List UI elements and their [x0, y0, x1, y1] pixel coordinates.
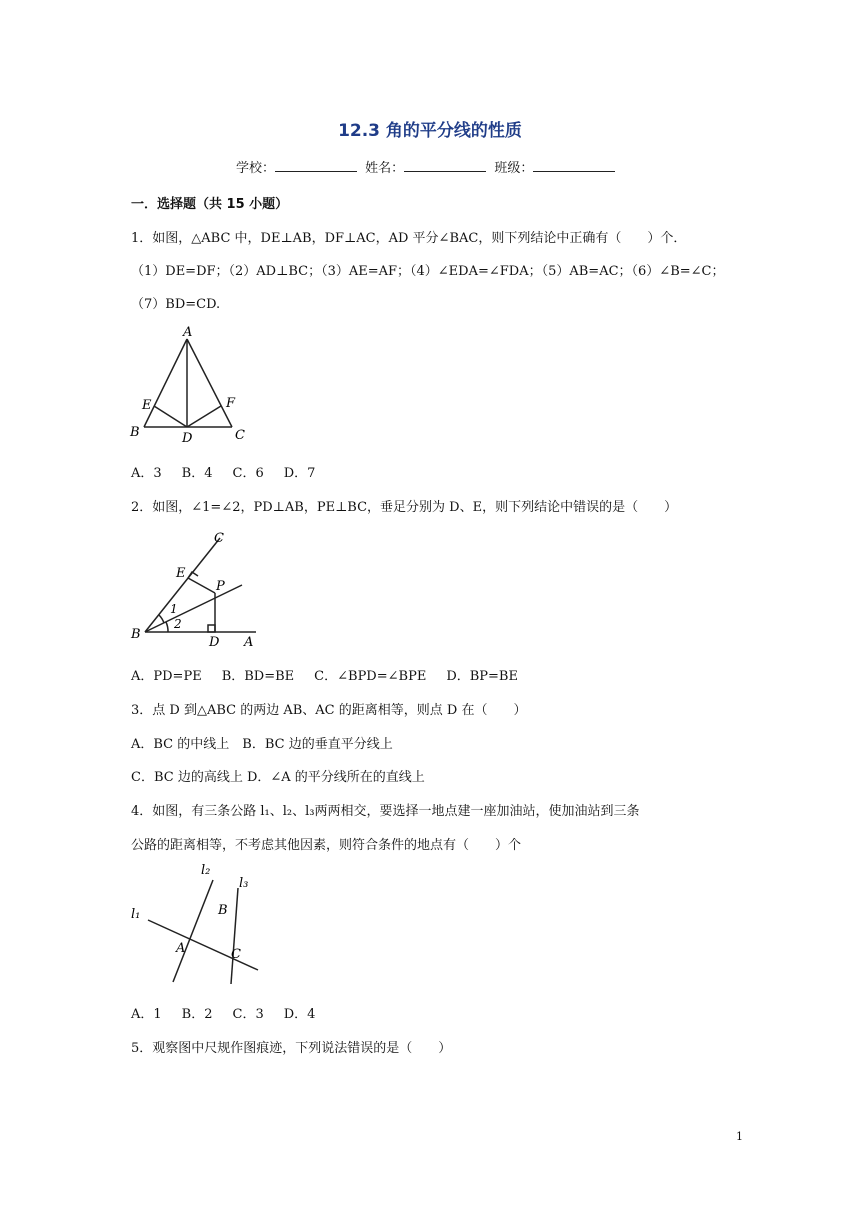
q1-option-b[interactable]: B．4	[181, 466, 213, 481]
q5-stem: 5．观察图中尺规作图痕迹，下列说法错误的是（ ）	[131, 1041, 452, 1056]
q1-label-D: D	[182, 431, 193, 444]
q2-label-D: D	[209, 635, 220, 650]
q2-options	[131, 665, 538, 684]
section-heading: 一．选择题（共 15 小题）	[131, 197, 289, 212]
q2-label-E: E	[176, 566, 186, 581]
q4-option-c[interactable]: C．3	[232, 1007, 264, 1022]
q4-stem-line2: 公路的距离相等，不考虑其他因素，则符合条件的地点有（ ）个	[131, 838, 522, 853]
q1-label-E: E	[142, 398, 152, 413]
q2-option-a[interactable]: A．PD=PE	[131, 669, 202, 684]
q2-stem: 2．如图，∠1=∠2，PD⊥AB，PE⊥BC，垂足分别为 D、E，则下列结论中错误的是（ ）	[131, 500, 678, 515]
q2-option-c[interactable]: C．∠BPD=∠BPE	[314, 669, 427, 684]
q2-label-P: P	[216, 579, 225, 594]
q4-options	[131, 1003, 335, 1022]
q1-stem: 1．如图，△ABC 中，DE⊥AB，DF⊥AC，AD 平分∠BAC，则下列结论中正确有（ ）个．	[131, 231, 687, 246]
q2-label-1: 1	[170, 602, 178, 616]
q4-label-l3: l₃	[239, 876, 249, 891]
q2-angle-figure	[128, 526, 263, 652]
q3-options-line2[interactable]: C．BC 边的高线上 D．∠A 的平分线所在的直线上	[131, 770, 425, 785]
name-label: 姓名：	[365, 161, 405, 176]
page-title: 12.3 角的平分线的性质	[338, 121, 522, 141]
q1-option-a[interactable]: A．3	[131, 466, 162, 481]
q4-label-A: A	[176, 941, 186, 956]
q4-label-l2: l₂	[201, 863, 211, 878]
q1-statements-line1: （1）DE=DF；（2）AD⊥BC；（3）AE=AF；（4）∠EDA=∠FDA；（5）AB=AC；（6）∠B=∠C；	[131, 264, 725, 279]
q3-stem: 3．点 D 到△ABC 的两边 AB、AC 的距离相等，则点 D 在（ ）	[131, 703, 527, 718]
student-info-line	[236, 157, 619, 176]
q2-option-b[interactable]: B．BD=BE	[221, 669, 295, 684]
q4-label-B: B	[218, 903, 228, 918]
q1-label-B: B	[130, 425, 140, 440]
q3-options-line1[interactable]: A．BC 的中线上 B．BC 边的垂直平分线上	[131, 737, 393, 752]
q2-option-d[interactable]: D．BP=BE	[446, 669, 518, 684]
name-blank[interactable]	[404, 159, 486, 172]
q2-label-B: B	[131, 627, 141, 642]
q2-label-A: A	[244, 635, 254, 650]
q2-label-2: 2	[174, 617, 182, 631]
page-number: 1	[736, 1130, 743, 1143]
q1-label-C: C	[235, 428, 245, 443]
q4-roads-figure	[128, 858, 263, 990]
q2-label-C: C	[214, 531, 224, 546]
q1-options	[131, 462, 335, 481]
class-label: 班级：	[494, 161, 534, 176]
q1-statements-line2: （7）BD=CD.	[131, 297, 221, 312]
q4-label-l1: l₁	[131, 907, 141, 922]
q1-label-F: F	[226, 396, 236, 411]
q4-stem-line1: 4．如图，有三条公路 l₁、l₂、l₃两两相交，要选择一地点建一座加油站，使加油站到三条	[131, 804, 640, 819]
q4-option-a[interactable]: A．1	[131, 1007, 162, 1022]
q1-triangle-figure	[128, 322, 250, 444]
school-blank[interactable]	[275, 159, 357, 172]
school-label: 学校：	[236, 161, 276, 176]
q4-option-d[interactable]: D．4	[283, 1007, 316, 1022]
q1-option-c[interactable]: C．6	[232, 466, 264, 481]
q4-label-C: C	[231, 947, 241, 962]
q1-option-d[interactable]: D．7	[283, 466, 316, 481]
q1-label-A: A	[183, 325, 193, 340]
q4-option-b[interactable]: B．2	[181, 1007, 213, 1022]
class-blank[interactable]	[533, 159, 615, 172]
